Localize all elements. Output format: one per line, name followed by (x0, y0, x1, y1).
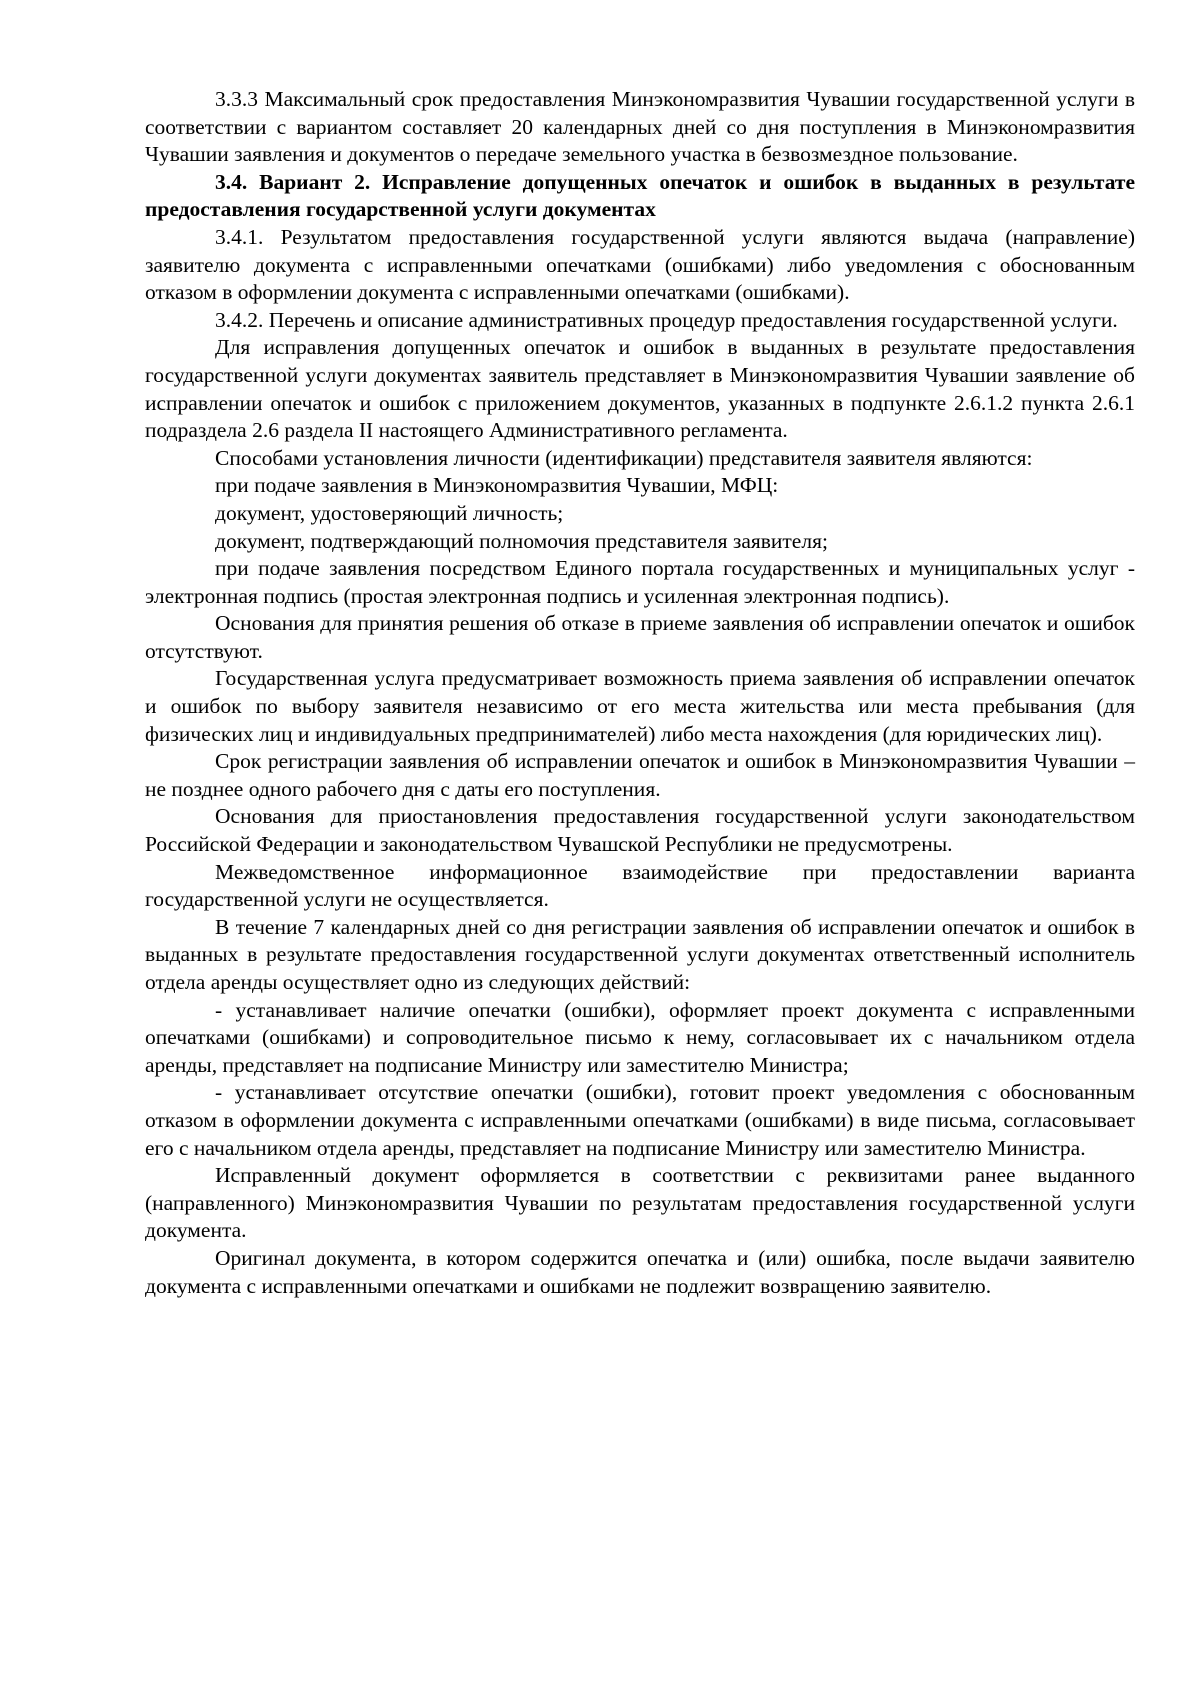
paragraph-in-person-submission: при подаче заявления в Минэкономразвития Чувашии, МФЦ: (215, 473, 779, 498)
paragraph-portal-submission: при подаче заявления посредством Единого портала государственных и муниципальных услуг - электронная подпись (простая электронная подпись и усиленная электронная подпись). (145, 556, 1135, 608)
document-page (145, 86, 1135, 1300)
paragraph-seven-days: В течение 7 календарных дней со дня регистрации заявления об исправлении опечаток и ошибок в выданных в результате предоставления государственной услуги документах ответственный исполнитель отдела аренды осуществляет одно из следующих действий: (145, 914, 1135, 994)
paragraph-3-4-1: 3.4.1. Результатом предоставления государственной услуги являются выдача (направление) заявителю документа с исправленными опечатками (ошибками) либо уведомления с обоснованным отказом в оформлении документа с исправленными опечатками (ошибками). (145, 224, 1135, 305)
paragraph-error-not-found: - устанавливает отсутствие опечатки (ошибки), готовит проект уведомления с обоснованным отказом в оформлении документа с исправленными опечатками (ошибками) в виде письма, согласовывает его с начальником отдела аренды, представляет на подписание Министру или заместителю Министра. (145, 1080, 1135, 1160)
section-heading-3-4: 3.4. Вариант 2. Исправление допущенных опечаток и ошибок в выданных в результате предоставления государственной услуги документах (145, 169, 1135, 222)
paragraph-interagency: Межведомственное информационное взаимодействие при предоставлении варианта государственной услуги не осуществляется. (145, 859, 1135, 912)
paragraph-error-found: - устанавливает наличие опечатки (ошибки), оформляет проект документа с исправленными опечатками (ошибками) и сопроводительное письмо к нему, согласовывает их с начальником отдела аренды, представляет на подписание Министру или заместителю Министра; (145, 997, 1135, 1077)
paragraph-correction-request: Для исправления допущенных опечаток и ошибок в выданных в результате предоставления государственной услуги документах заявитель представляет в Минэкономразвития Чувашии заявление об исправлении опечаток и ошибок с приложением документов, указанных в подпункте 2.6.1.2 пункта 2.6.1 подраздела 2.6 раздела II настоящего Административного регламента. (145, 335, 1135, 443)
paragraph-3-3-3: 3.3.3 Максимальный срок предоставления Минэкономразвития Чувашии государственной услуги в соответствии с вариантом составляет 20 календарных дней со дня поступления в Минэкономразвития Чувашии заявления и документов о передаче земельного участка в безвозмездное пользование. (145, 87, 1135, 167)
paragraph-registration-term: Срок регистрации заявления об исправлении опечаток и ошибок в Минэкономразвития Чувашии – не позднее одного рабочего дня с даты его поступления. (145, 749, 1135, 801)
paragraph-no-suspension: Основания для приостановления предоставления государственной услуги законодательством Российской Федерации и законодательством Чувашской Республики не предусмотрены. (145, 804, 1135, 857)
paragraph-no-refusal-grounds: Основания для принятия решения об отказе в приеме заявления об исправлении опечаток и ошибок отсутствуют. (145, 611, 1135, 663)
paragraph-corrected-document: Исправленный документ оформляется в соответствии с реквизитами ранее выданного (направленного) Минэкономразвития Чувашии по результатам предоставления государственной услуги документа. (145, 1163, 1135, 1243)
paragraph-3-4-2: 3.4.2. Перечень и описание административных процедур предоставления государственной услуги. (215, 307, 1118, 332)
paragraph-extraterritorial: Государственная услуга предусматривает возможность приема заявления об исправлении опечаток и ошибок по выбору заявителя независимо от его места жительства или места пребывания (для физических лиц и индивидуальных предпринимателей) либо места нахождения (для юридических лиц). (145, 666, 1135, 746)
paragraph-identification-methods: Способами установления личности (идентификации) представителя заявителя являются: (215, 445, 1033, 470)
paragraph-authority-document: документ, подтверждающий полномочия представителя заявителя; (215, 528, 828, 553)
paragraph-identity-document: документ, удостоверяющий личность; (215, 500, 564, 525)
paragraph-original-document: Оригинал документа, в котором содержится опечатка и (или) ошибка, после выдачи заявителю документа с исправленными опечатками и ошибками не подлежит возвращению заявителю. (145, 1245, 1135, 1298)
